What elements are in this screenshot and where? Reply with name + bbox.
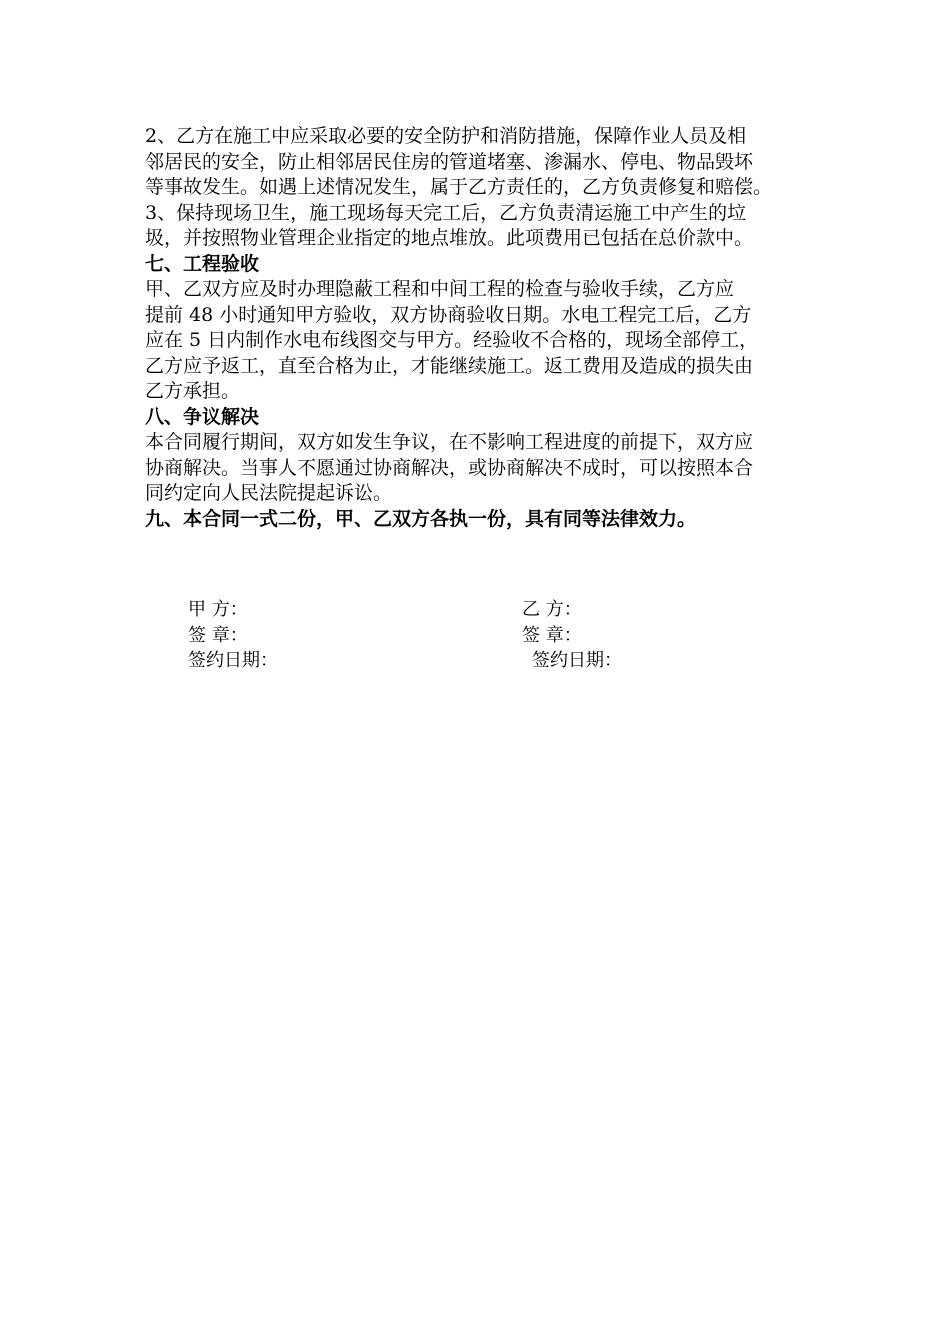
- party-b-seal-label: 签 章：: [522, 624, 582, 646]
- section-heading-acceptance: 七、工程验收: [145, 252, 260, 275]
- party-b-date-label: 签约日期：: [532, 650, 622, 671]
- paragraph-line: 协商解决。当事人不愿通过协商解决，或协商解决不成时，可以按照本合: [145, 456, 754, 479]
- signature-row-date: [188, 648, 788, 674]
- signature-row-party: [188, 597, 788, 623]
- paragraph-line: 提前 48 小时通知甲方验收，双方协商验收日期。水电工程完工后，乙方: [145, 303, 752, 326]
- party-a-label: 甲 方：: [188, 599, 248, 620]
- paragraph-line: 3、保持现场卫生，施工现场每天完工后，乙方负责清运施工中产生的垃: [145, 201, 747, 224]
- contract-body: [145, 124, 810, 532]
- paragraph-line: 邻居民的安全，防止相邻居民住房的管道堵塞、渗漏水、停电、物品毁坏: [145, 150, 754, 173]
- paragraph-line: 本合同履行期间，双方如发生争议，在不影响工程进度的前提下，双方应: [145, 431, 754, 453]
- paragraph-line: 乙方应予返工，直至合格为止，才能继续施工。返工费用及造成的损失由: [145, 354, 754, 377]
- section-heading-dispute: 八、争议解决: [145, 405, 260, 428]
- paragraph-line: 乙方承担。: [145, 380, 241, 402]
- paragraph-line: 等事故发生。如遇上述情况发生，属于乙方责任的，乙方负责修复和赔偿。: [145, 176, 773, 198]
- paragraph-line: 甲、乙双方应及时办理隐蔽工程和中间工程的检查与验收手续，乙方应: [145, 278, 735, 300]
- signature-row-seal: [188, 623, 788, 649]
- section-heading-copies: 九、本合同一式二份，甲、乙双方各执一份，具有同等法律效力。: [145, 507, 697, 530]
- party-a-seal-label: 签 章：: [188, 624, 248, 646]
- paragraph-line: 同约定向人民法院提起诉讼。: [145, 482, 393, 504]
- paragraph-line: 应在 5 日内制作水电布线图交与甲方。经验收不合格的，现场全部停工，: [145, 329, 759, 351]
- signature-block: [188, 597, 788, 674]
- paragraph-line: 2、乙方在施工中应采取必要的安全防护和消防措施，保障作业人员及相: [145, 125, 747, 147]
- party-b-label: 乙 方：: [522, 599, 582, 620]
- party-a-date-label: 签约日期：: [188, 650, 278, 671]
- paragraph-line: 圾，并按照物业管理企业指定的地点堆放。此项费用已包括在总价款中。: [145, 227, 754, 249]
